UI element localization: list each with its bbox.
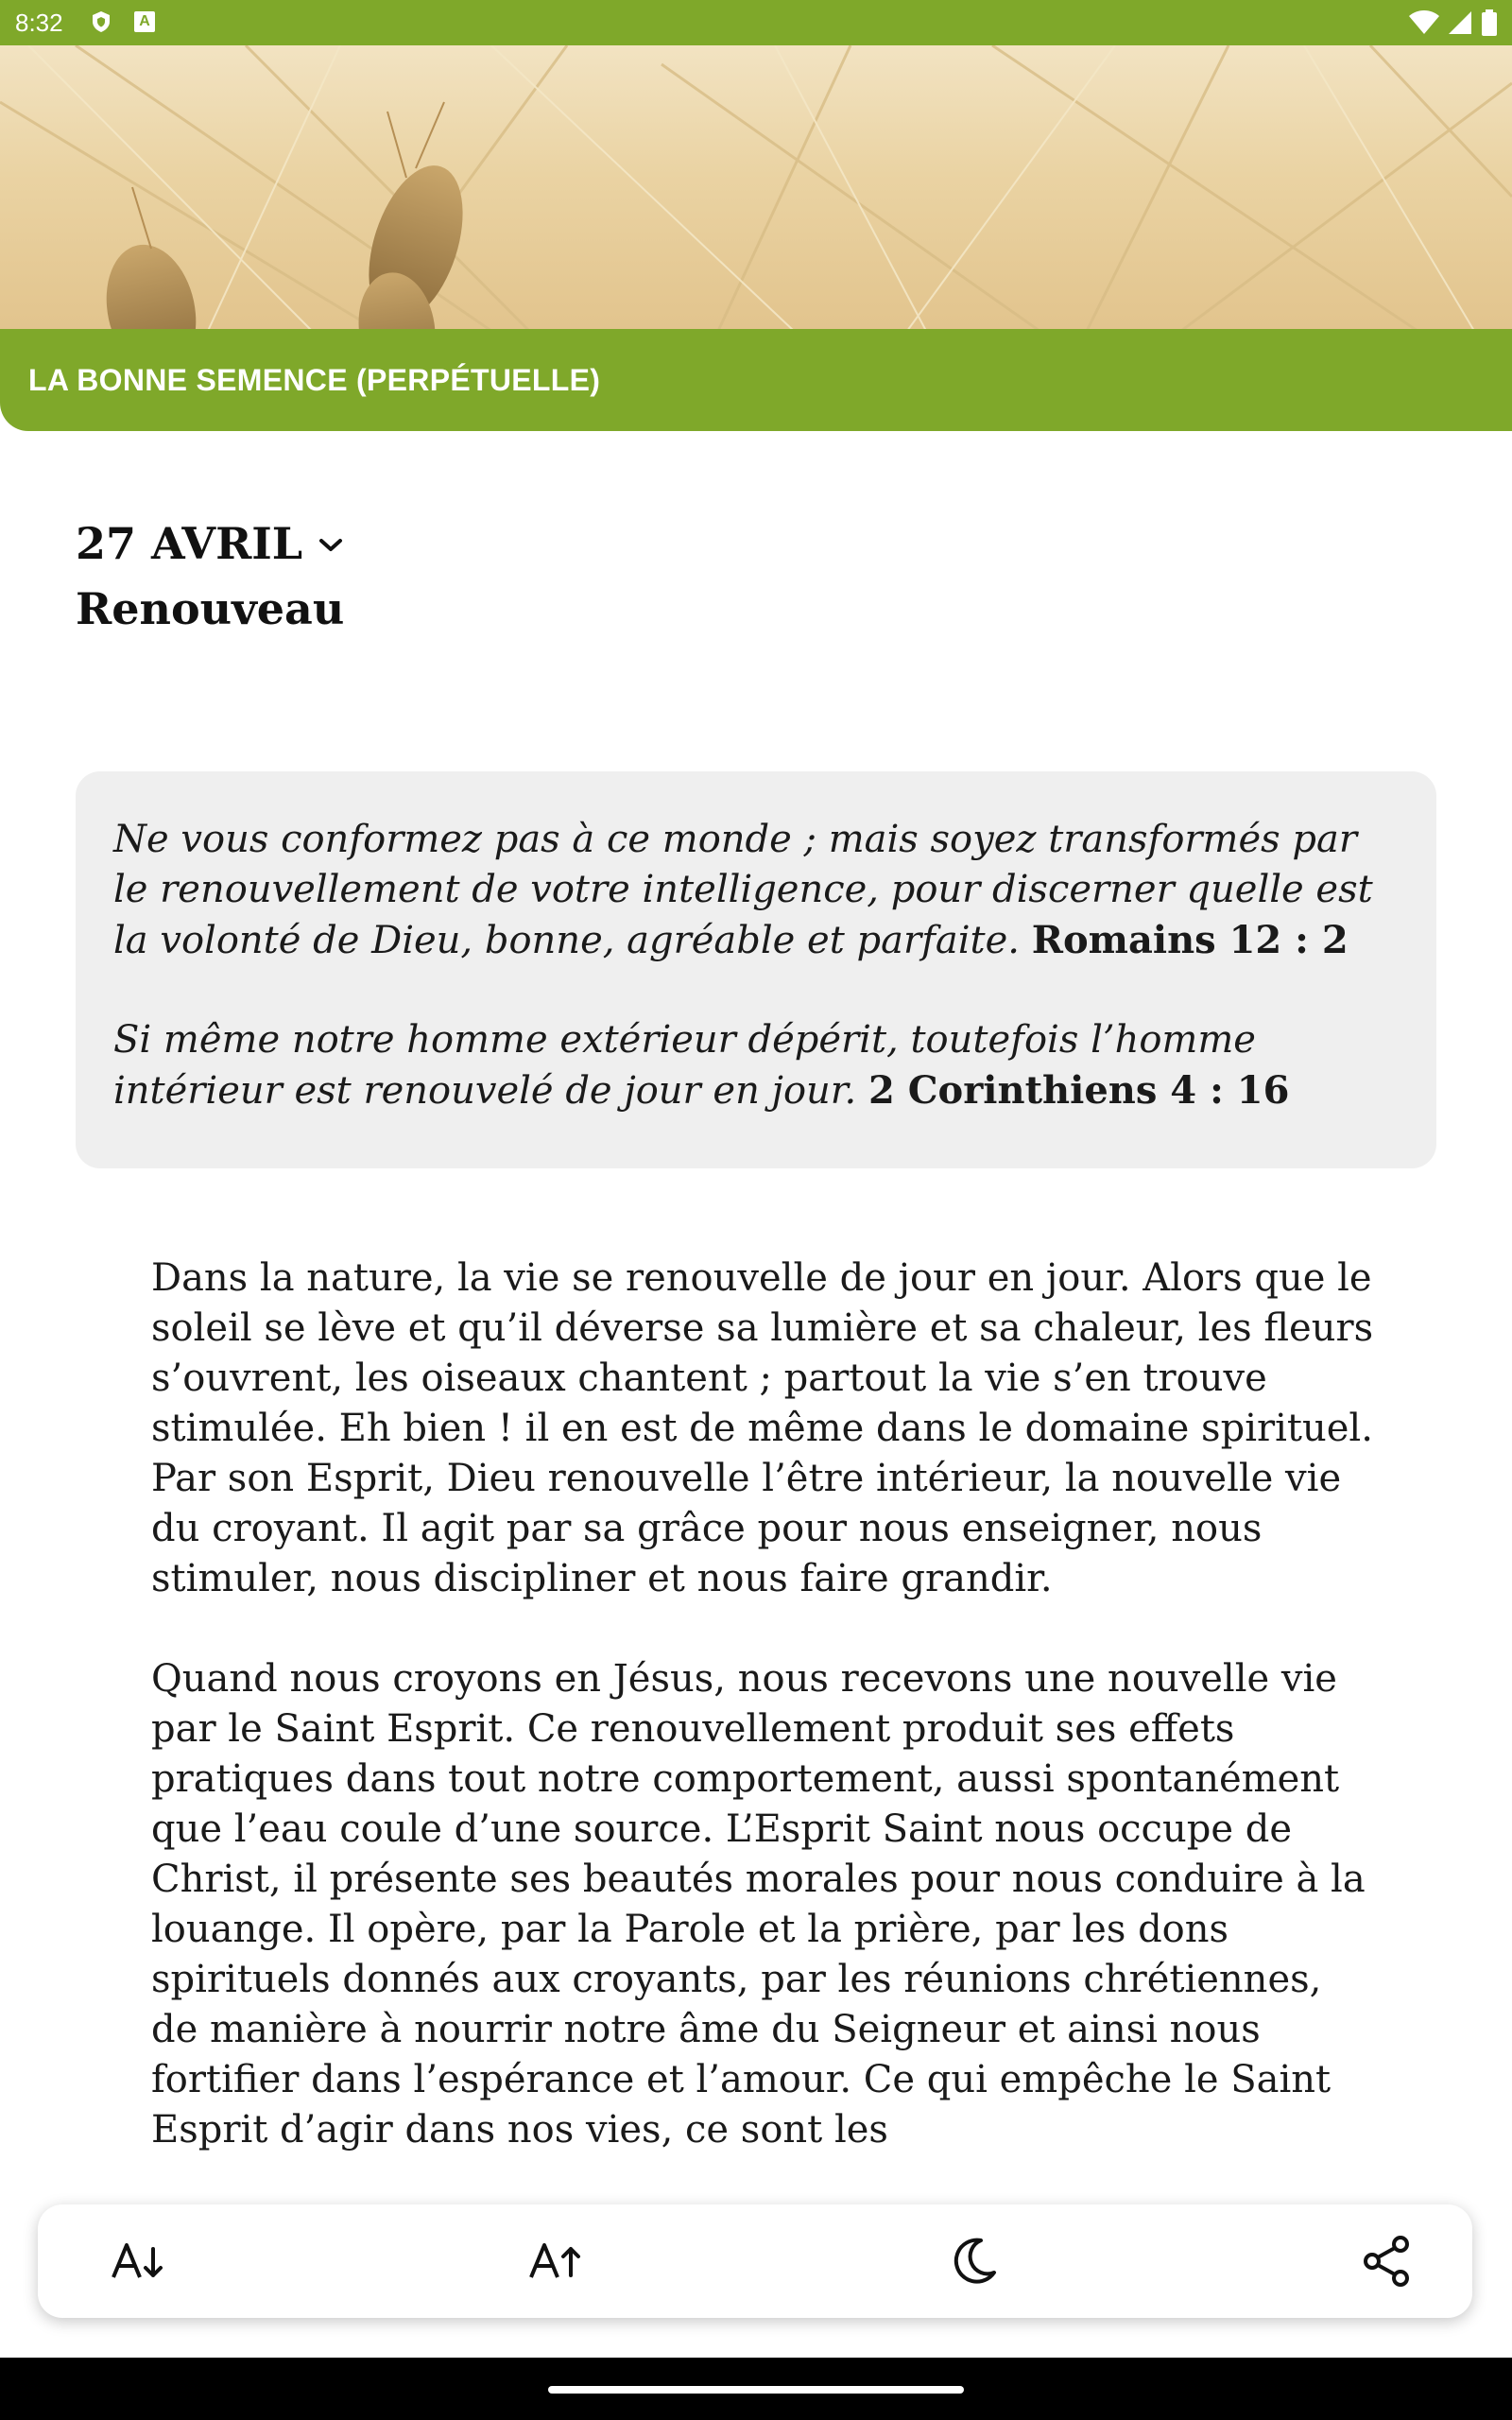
home-gesture-handle[interactable] xyxy=(548,2386,964,2394)
status-bar xyxy=(0,0,1512,45)
reading-toolbar xyxy=(38,2204,1472,2318)
body-paragraph: Dans la nature, la vie se renouvelle de jour en jour. Alors que le soleil se lève et qu’il déverse sa lumière et sa chaleur, les fleurs s’ouvrent, les oiseaux chantent ; partout la vie s’en trouve stimulée. Eh bien ! il en est de même dans le domaine spirituel. Par son Esprit, Dieu renouvelle l’être intérieur, la nouvelle vie du croyant. Il agit par sa grâce pour nous enseigner, nous stimuler, nous discipliner et nous faire grandir. xyxy=(151,1256,1374,1600)
a-icon: A xyxy=(134,11,155,32)
verse-1 xyxy=(113,815,1399,966)
wifi-icon xyxy=(1408,9,1440,36)
meditation-body xyxy=(151,1253,1380,2306)
signal-icon xyxy=(1447,9,1473,36)
header-wheat-image xyxy=(0,45,1512,331)
dark-mode-button[interactable] xyxy=(943,2233,1004,2290)
chevron-down-icon xyxy=(318,537,344,554)
status-right-icons xyxy=(1408,9,1499,36)
shield-icon xyxy=(91,10,112,33)
body-paragraph: Quand nous croyons en Jésus, nous recevons une nouvelle vie par le Saint Esprit. Ce renouvellement produit ses effets pratiques dans tout notre comportement, aussi spontanément que l’eau coule d’une source. L’Esprit Saint nous occupe de Christ, il présente ses beautés morales pour nous conduire à la louange. Il opère, par la Parole et la prière, par les dons spirituels donnés aux croyants, par les réunions chrétiennes, de manière à nourrir notre âme du Seigneur et ainsi nous fortifier dans l’espérance et l’amour. Ce qui empêche le Saint Esprit d’agir dans nos vies, ce sont les xyxy=(151,1657,1366,2152)
text-increase-icon xyxy=(527,2239,584,2283)
share-icon xyxy=(1361,2235,1414,2288)
decrease-font-button[interactable] xyxy=(108,2233,168,2290)
battery-icon xyxy=(1480,9,1499,36)
verse-text: Ne vous conformez pas à ce monde ; mais soyez transformés par le renouvellement de votre intelligence, pour discerner quelle est la volonté de Dieu, bonne, agréable et parfaite. xyxy=(113,818,1373,962)
verse-reference: 2 Corinthiens 4 : 16 xyxy=(868,1068,1290,1113)
app-title: LA BONNE SEMENCE (PERPÉTUELLE) xyxy=(28,363,601,397)
date-selector[interactable] xyxy=(76,515,344,572)
increase-font-button[interactable] xyxy=(525,2233,586,2290)
text-decrease-icon xyxy=(110,2239,166,2283)
verse-2 xyxy=(113,1015,1399,1116)
page-title: Renouveau xyxy=(76,583,345,634)
share-button[interactable] xyxy=(1357,2233,1418,2290)
app-title-bar xyxy=(0,329,1512,431)
moon-icon xyxy=(947,2235,1000,2288)
verse-box xyxy=(76,771,1436,1168)
verse-reference: Romains 12 : 2 xyxy=(1031,918,1349,962)
verse-text: Si même notre homme extérieur dépérit, toutefois l’homme intérieur est renouvelé de jour en jour. xyxy=(113,1018,1256,1113)
status-time: 8:32 xyxy=(15,9,63,37)
system-nav-bar xyxy=(0,2358,1512,2420)
date-label: 27 AVRIL xyxy=(76,518,303,569)
